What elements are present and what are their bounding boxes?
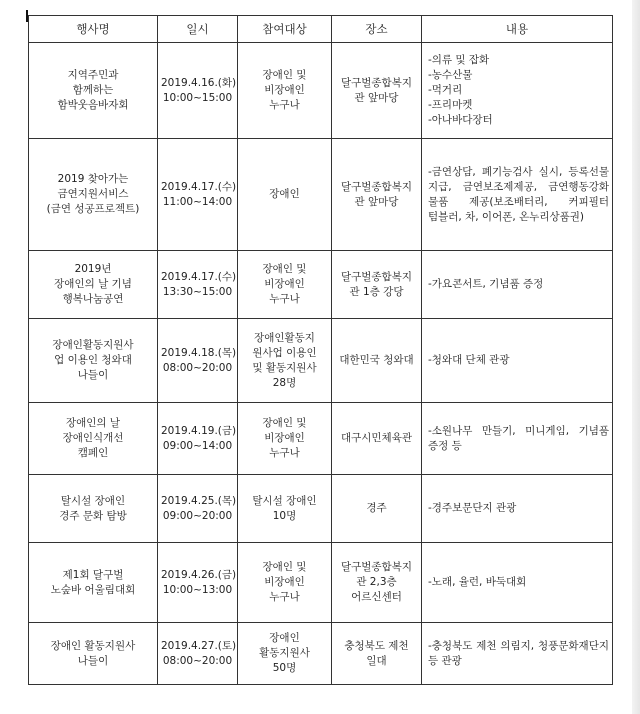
cell-line: 충청북도 제천 (344, 639, 409, 652)
header-target: 참여대상 (238, 16, 332, 43)
cell-line: -소원나무 만들기, 미니게임, 기념품 증정 등 (428, 424, 609, 452)
cell-line: 누구나 (269, 591, 300, 603)
cell-line: 금연지원서비스 (57, 188, 129, 200)
cell-line: 관 앞마당 (354, 195, 399, 208)
cell-line: 비장애인 (264, 278, 305, 290)
cell-line: 함박웃음바자회 (57, 99, 129, 111)
cell-line: 13:30~15:00 (162, 285, 233, 298)
cell-line: 일대 (366, 654, 387, 667)
cell-line: 08:00~20:00 (162, 654, 233, 667)
cell-place (332, 43, 422, 139)
cell-date (158, 251, 238, 319)
cell-line: 노숲바 어울림대회 (50, 583, 136, 596)
cell-content (422, 43, 613, 139)
cell-line: 나들이 (77, 654, 109, 667)
header-row (29, 16, 613, 43)
cell-date (158, 543, 238, 623)
cell-date (158, 475, 238, 543)
cell-line: 장애인 활동지원사 (50, 639, 136, 652)
cell-line: -금연상담, 폐기능검사 실시, 등록선물 지급, 금연보조제제공, 금연행동강화 물품 제공(보조배터리, 커피필터 텀블러, 차, 이어폰, 온누리상품권) (428, 165, 609, 223)
header-place: 장소 (332, 16, 422, 43)
cell-line: 행복나눔공연 (62, 293, 124, 305)
cell-line: 지역주민과 (67, 69, 119, 81)
cell-line: 달구벌종합복지 (340, 76, 412, 89)
cell-target (238, 543, 332, 623)
cell-line: 및 활동지원사 (252, 361, 317, 374)
cell-line: 누구나 (269, 447, 300, 459)
cell-line: 장애인의 날 기념 (54, 278, 132, 290)
cell-target (238, 319, 332, 403)
cell-line: 장애인활동지원사 (52, 339, 134, 351)
cell-target (238, 43, 332, 139)
cell-content (422, 623, 613, 685)
cell-name (29, 43, 158, 139)
cell-place (332, 543, 422, 623)
cell-line: -청와대 단체 관광 (428, 354, 510, 366)
cell-line: 경주 문화 탐방 (59, 509, 127, 522)
cell-line: -의류 및 잡화 (428, 54, 490, 66)
cell-place (332, 403, 422, 475)
cell-name (29, 475, 158, 543)
cell-line: 장애인 (269, 188, 300, 200)
cell-line: 비장애인 (264, 576, 305, 588)
cell-line: 어르신센터 (351, 591, 402, 603)
cell-target (238, 139, 332, 251)
cell-line: 2019.4.17.(수) (161, 180, 237, 193)
cell-line: 관 2,3층 (356, 576, 397, 588)
cell-line: 장애인의 날 (65, 417, 121, 429)
cell-name (29, 543, 158, 623)
events-table (28, 15, 613, 685)
cell-date (158, 139, 238, 251)
cell-target (238, 623, 332, 685)
cell-line: 장애인 (269, 632, 300, 644)
cell-line: 탈시설 장애인 (252, 494, 317, 507)
header-name: 행사명 (29, 16, 158, 43)
cell-line: 달구벌종합복지 (340, 180, 412, 193)
cell-line: -충청북도 제천 의림지, 청풍문화재단지 등 관광 (428, 639, 609, 667)
cell-line: 2019.4.18.(목) (161, 346, 237, 359)
cell-line: 누구나 (269, 293, 300, 305)
cell-date (158, 623, 238, 685)
cell-line: -경주보문단지 관광 (428, 502, 517, 514)
cell-content (422, 139, 613, 251)
cell-target (238, 403, 332, 475)
cell-name (29, 623, 158, 685)
cell-line: 08:00~20:00 (162, 361, 233, 374)
cell-line: 제1회 달구벌 (62, 568, 124, 581)
table-row (29, 319, 613, 403)
cell-content (422, 251, 613, 319)
cell-line: 비장애인 (264, 432, 305, 444)
cell-name (29, 139, 158, 251)
table-body (29, 43, 613, 685)
cell-content (422, 403, 613, 475)
cell-line: 10:00~15:00 (162, 91, 233, 104)
cell-name (29, 403, 158, 475)
cell-line: 관 1층 강당 (349, 285, 404, 298)
table-row (29, 251, 613, 319)
cell-place (332, 475, 422, 543)
cell-line: 2019 찾아가는 (57, 173, 129, 185)
window-edge (632, 0, 640, 714)
cell-line: 관 앞마당 (354, 91, 399, 104)
cell-date (158, 403, 238, 475)
cell-line: 장애인활동지 (254, 331, 315, 344)
cell-line: 28명 (272, 376, 297, 389)
cell-line: 11:00~14:00 (162, 195, 233, 208)
cell-line: 업 이용인 청와대 (54, 354, 132, 366)
cell-content (422, 319, 613, 403)
cell-line: 경주 (366, 502, 387, 514)
table-row (29, 139, 613, 251)
cell-line: 활동지원사 (259, 647, 310, 659)
cell-line: 10:00~13:00 (162, 583, 233, 596)
cell-line: -농수산물 (428, 69, 473, 81)
cell-line: (금연 성공프로젝트) (46, 203, 140, 215)
cell-line: 대한민국 청와대 (339, 354, 414, 366)
cell-target (238, 475, 332, 543)
cell-line: 2019년 (74, 263, 112, 275)
cell-line: 누구나 (269, 99, 300, 111)
cell-line: -노래, 율런, 바둑대회 (428, 576, 527, 588)
cell-line: 장애인식개선 (62, 432, 124, 444)
table-row (29, 43, 613, 139)
cell-line: 50명 (272, 662, 297, 674)
cell-date (158, 319, 238, 403)
cell-date (158, 43, 238, 139)
cell-line: 장애인 및 (262, 417, 307, 429)
table-row (29, 403, 613, 475)
cell-place (332, 139, 422, 251)
cell-line: 비장애인 (264, 84, 305, 96)
cell-line: 원사업 이용인 (252, 346, 317, 359)
table-row (29, 623, 613, 685)
cell-line: -먹거리 (428, 84, 463, 96)
cell-line: -프리마켓 (428, 99, 473, 111)
cell-line: 함께하는 (72, 84, 114, 96)
cell-line: -가요콘서트, 기념품 증정 (428, 278, 544, 290)
cell-line: 10명 (272, 509, 297, 522)
cell-line: 달구벌종합복지 (340, 561, 412, 573)
cell-name (29, 319, 158, 403)
cell-line: 2019.4.27.(토) (161, 639, 237, 652)
cell-target (238, 251, 332, 319)
cell-line: 장애인 및 (262, 69, 307, 81)
cell-place (332, 623, 422, 685)
cell-line: 2019.4.19.(금) (161, 424, 237, 437)
table-row (29, 543, 613, 623)
cell-line: 나들이 (77, 369, 109, 381)
cell-line: 대구시민체육관 (340, 432, 412, 444)
cell-line: 장애인 및 (262, 263, 307, 275)
cell-line: 달구벌종합복지 (340, 270, 412, 283)
cell-line: 2019.4.26.(금) (161, 568, 237, 581)
header-content: 내용 (422, 16, 613, 43)
cell-line: 09:00~14:00 (162, 439, 233, 452)
cell-line: 2019.4.25.(목) (161, 494, 237, 507)
cell-place (332, 319, 422, 403)
cell-content (422, 543, 613, 623)
cell-line: -아나바다장터 (428, 114, 493, 126)
cell-line: 2019.4.16.(화) (161, 76, 237, 89)
cell-line: 탈시설 장애인 (60, 494, 126, 507)
cell-line: 2019.4.17.(수) (161, 270, 237, 283)
cell-line: 장애인 및 (262, 561, 307, 573)
table-row (29, 475, 613, 543)
cell-content (422, 475, 613, 543)
cell-line: 캠페인 (77, 447, 109, 459)
cell-place (332, 251, 422, 319)
header-date: 일시 (158, 16, 238, 43)
cell-line: 09:00~20:00 (162, 509, 233, 522)
cell-name (29, 251, 158, 319)
